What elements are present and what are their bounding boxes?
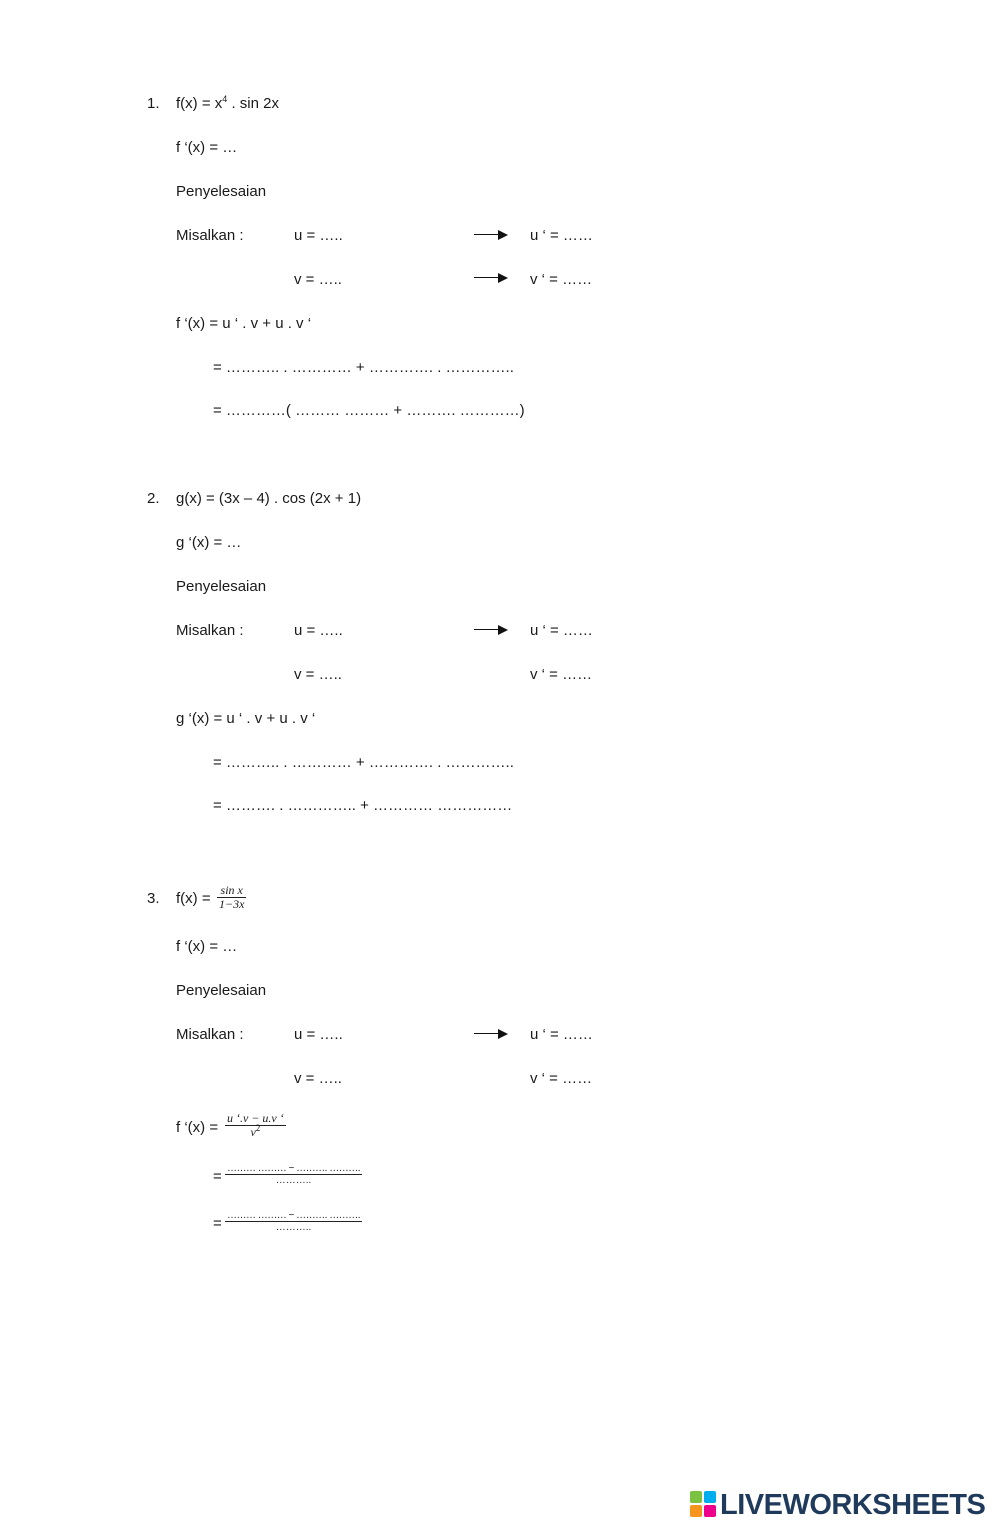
logo-square-3 [690, 1505, 702, 1517]
arrow-right-icon [474, 230, 508, 240]
problem-3-function-fraction [217, 884, 246, 911]
problem-2-solution-label: Penyelesaian [176, 578, 267, 595]
problem-2-v: v = ….. [294, 666, 342, 683]
problem-1-function-exponent: 4 [222, 94, 228, 104]
problem-2-question: g ‘(x) = … [176, 534, 242, 551]
logo-square-1 [690, 1491, 702, 1503]
problem-1-number: 1. [147, 95, 160, 112]
arrow-right-icon [474, 625, 508, 635]
problem-1-function-base: f(x) = x [176, 95, 223, 112]
problem-1-solution-label: Penyelesaian [176, 183, 267, 200]
arrow-right-icon [474, 273, 508, 283]
logo-square-4 [704, 1505, 716, 1517]
problem-3-step-2-equals: = [213, 1215, 222, 1232]
problem-1-v-prime: v ‘ = …… [530, 271, 593, 288]
fraction-denominator: 1−3x [219, 897, 245, 911]
problem-3-solution-label: Penyelesaian [176, 982, 267, 999]
problem-1-let-label: Misalkan : [176, 227, 244, 244]
problem-2-v-prime: v ‘ = …… [530, 666, 593, 683]
fraction-denominator-exponent: 2 [255, 1123, 261, 1133]
problem-3-quotient-rule-fraction [225, 1112, 286, 1139]
problem-3-step-1-equals: = [213, 1168, 222, 1185]
problem-3-u: u = ….. [294, 1026, 343, 1043]
problem-3-step-1-fraction [225, 1163, 362, 1186]
arrow-right-icon [474, 1029, 508, 1039]
problem-2-u-prime: u ‘ = …… [530, 622, 593, 639]
problem-3-step-2-fraction [225, 1210, 362, 1233]
liveworksheets-logo-text: LIVEWORKSHEETS [720, 1488, 986, 1521]
fraction-numerator: ……… ……… − ………. ………. [227, 1163, 361, 1174]
problem-3-question: f ‘(x) = … [176, 938, 238, 955]
fraction-denominator [225, 1125, 286, 1139]
problem-1-function [176, 95, 279, 113]
problem-3-function-label: f(x) = [176, 890, 211, 907]
problem-2-let-label: Misalkan : [176, 622, 244, 639]
problem-2-number: 2. [147, 490, 160, 507]
fraction-numerator: ……… ……… − ………. ………. [227, 1210, 361, 1221]
fraction-denominator: ……….. [225, 1174, 362, 1186]
problem-3-v-prime: v ‘ = …… [530, 1070, 593, 1087]
fraction-numerator: u ‘.v − u.v ‘ [227, 1111, 284, 1125]
problem-2-step-2: = ………. . ………….. + ………… …………… [213, 797, 513, 814]
problem-1-step-2: = …………( ……… ……… + ………. …………) [213, 402, 525, 419]
fraction-numerator: sin x [220, 883, 243, 897]
problem-3-v: v = ….. [294, 1070, 342, 1087]
logo-square-2 [704, 1491, 716, 1503]
problem-2-step-1: = ……….. . ………… + …………. . ………….. [213, 754, 514, 771]
fraction-denominator: ……….. [225, 1221, 362, 1233]
problem-3-u-prime: u ‘ = …… [530, 1026, 593, 1043]
problem-1-step-1: = ……….. . ………… + …………. . ………….. [213, 359, 514, 376]
problem-2-product-rule: g ‘(x) = u ‘ . v + u . v ‘ [176, 710, 316, 727]
problem-3-number: 3. [147, 890, 160, 907]
problem-2-function: g(x) = (3x – 4) . cos (2x + 1) [176, 490, 362, 507]
problem-1-u-prime: u ‘ = …… [530, 227, 593, 244]
problem-3-quotient-rule-label: f ‘(x) = [176, 1119, 219, 1136]
problem-1-function-rest: . sin 2x [227, 95, 279, 112]
liveworksheets-logo-icon [690, 1491, 718, 1519]
liveworksheets-logo [690, 1488, 985, 1522]
problem-1-question: f ‘(x) = … [176, 139, 238, 156]
problem-1-u: u = ….. [294, 227, 343, 244]
problem-3-let-label: Misalkan : [176, 1026, 244, 1043]
problem-2-u: u = ….. [294, 622, 343, 639]
problem-1-v: v = ….. [294, 271, 342, 288]
fraction-denominator-base: v [250, 1125, 256, 1139]
problem-1-product-rule: f ‘(x) = u ‘ . v + u . v ‘ [176, 315, 312, 332]
